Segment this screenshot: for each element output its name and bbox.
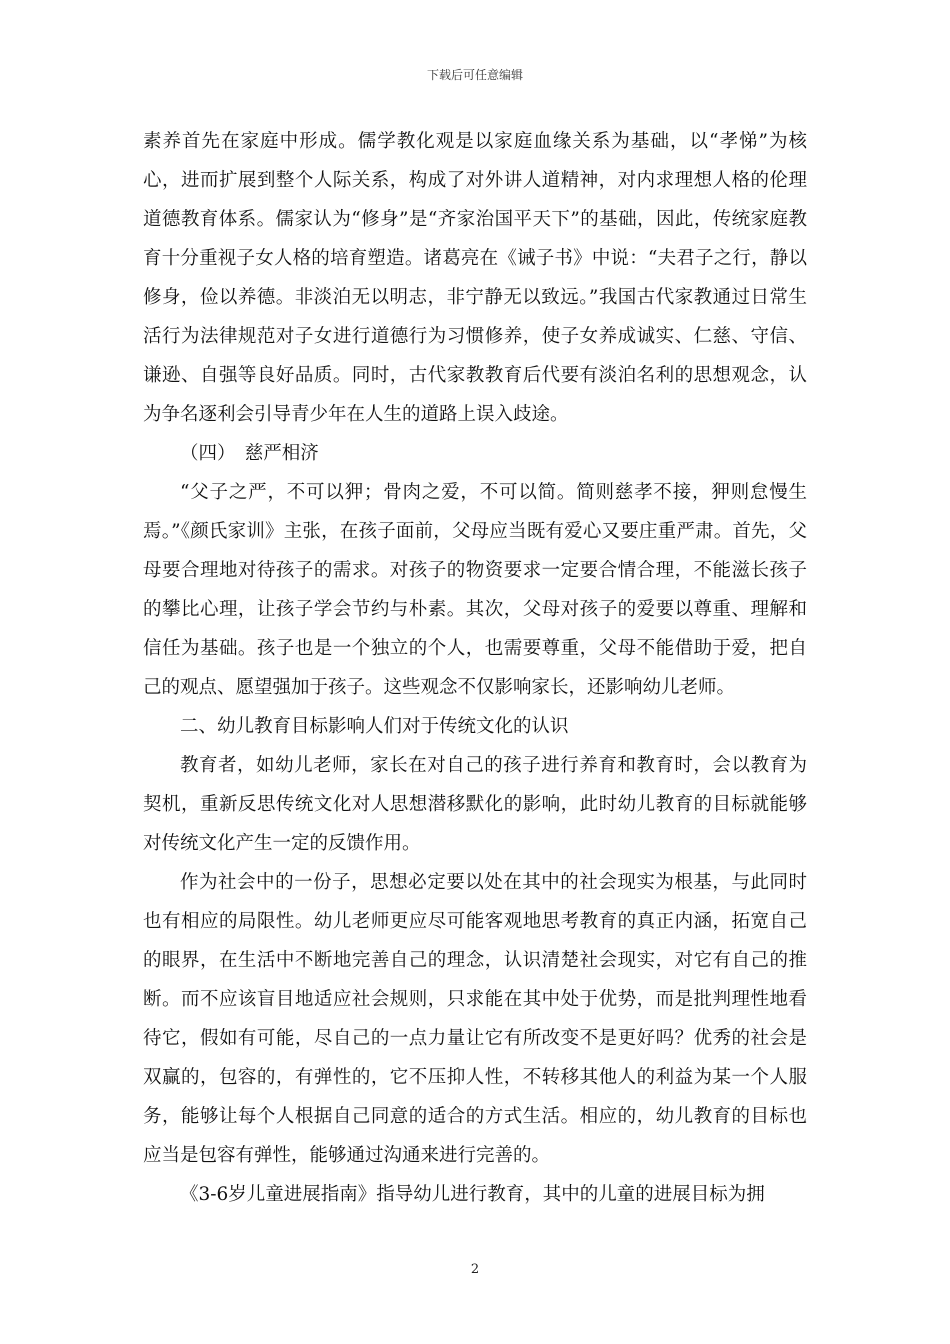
paragraph-yan-shi-jia-xun: “父子之严，不可以狎；骨肉之爱，不可以简。简则慈孝不接，狎则怠慢生焉。”《颜氏家训》主张，在孩子面前，父母应当既有爱心又要庄重严肃。首先，父母要合理地对待孩子的需求。对孩子的物资要求一定要合情合理，不能滋长孩子的攀比心理，让孩子学会节约与朴素。其次，父母对孩子的爱要以尊重、理解和信任为基础。孩子也是一个独立的个人，也需要尊重，父母不能借助于爱，把自己的观点、愿望强加于孩子。这些观念不仅影响家长，还影响幼儿老师。: [143, 482, 807, 698]
section-heading-ci-yan-xiang-ji: （四） 慈严相济: [180, 443, 319, 464]
document-body: [143, 122, 807, 1214]
page-header: 下载后可任意编辑: [426, 68, 523, 82]
paragraph-guide: 《3-6岁儿童进展指南》指导幼儿进行教育，其中的儿童的进展目标为拥: [180, 1184, 765, 1205]
paragraph-continuation: 素养首先在家庭中形成。儒学教化观是以家庭血缘关系为基础，以“孝悌”为核心，进而扩展到整个人际关系，构成了对外讲人道精神，对内求理想人格的伦理道德教育体系。儒家认为“修身”是“齐家治国平天下”的基础，因此，传统家庭教育十分重视子女人格的培育塑造。诸葛亮在《诫子书》中说：“夫君子之行，静以修身，俭以养德。非淡泊无以明志，非宁静无以致远。”我国古代家教通过日常生活行为法律规范对子女进行道德行为习惯修养，使子女养成诚实、仁慈、守信、谦逊、自强等良好品质。同时，古代家教教育后代要有淡泊名利的思想观念，认为争名逐利会引导青少年在人生的道路上误入歧途。: [143, 131, 807, 425]
section-heading-education-goals: 二、幼儿教育目标影响人们对于传统文化的认识: [180, 716, 569, 737]
page-number: 2: [470, 1262, 480, 1277]
paragraph-educators: 教育者，如幼儿老师，家长在对自己的孩子进行养育和教育时，会以教育为契机，重新反思传统文化对人思想潜移默化的影响，此时幼儿教育的目标就能够对传统文化产生一定的反馈作用。: [143, 755, 807, 854]
paragraph-society-member: 作为社会中的一份子，思想必定要以处在其中的社会现实为根基，与此同时也有相应的局限性。幼儿老师更应尽可能客观地思考教育的真正内涵，拓宽自己的眼界，在生活中不断地完善自己的理念，认识清楚社会现实，对它有自己的推断。而不应该盲目地适应社会规则，只求能在其中处于优势，而是批判理性地看待它，假如有可能，尽自己的一点力量让它有所改变不是更好吗？优秀的社会是双赢的，包容的，有弹性的，它不压抑人性，不转移其他人的利益为某一个人服务，能够让每个人根据自己同意的适合的方式生活。相应的，幼儿教育的目标也应当是包容有弹性，能够通过沟通来进行完善的。: [143, 872, 807, 1166]
